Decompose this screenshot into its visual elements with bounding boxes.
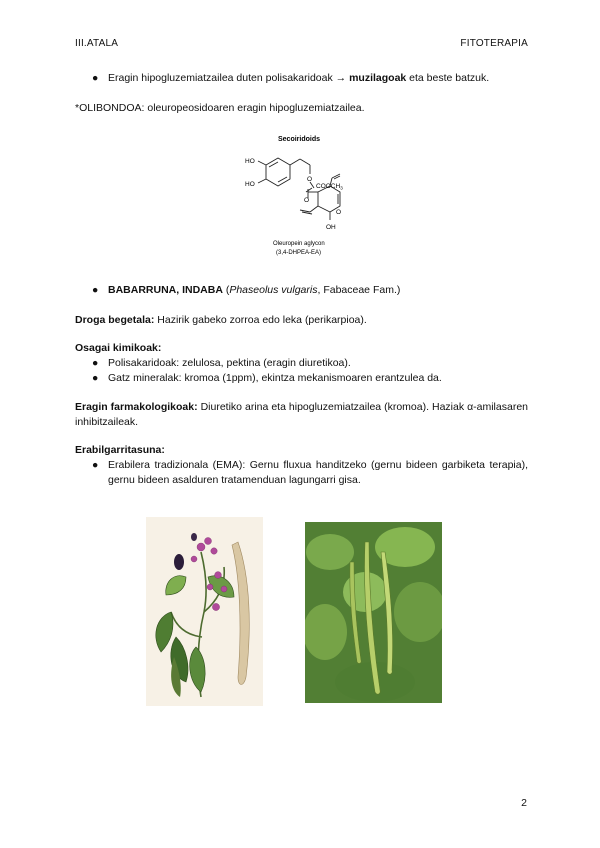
plant-name: BABARRUNA, INDABA	[108, 284, 223, 296]
erabil-heading	[75, 443, 528, 457]
bean-plant-photo	[305, 522, 442, 703]
bullet-icon: ●	[92, 72, 99, 84]
droga-label: Droga begetala:	[75, 314, 155, 326]
osagai-heading-text: Osagai kimikoak:	[75, 342, 162, 354]
oxygen-label: O	[336, 209, 342, 216]
list-item	[92, 283, 528, 298]
plant-paren-open: (	[222, 284, 230, 296]
structure-title: Secoiridoids	[278, 136, 321, 143]
droga-text: Hazirik gabeko zorroa edo leka (perikarpioa).	[154, 314, 367, 326]
structure-caption-sub: (3,4-DHPEA-EA)	[276, 250, 322, 256]
bullet-icon: ●	[92, 372, 99, 384]
list-item	[92, 71, 528, 86]
droga-begetala	[75, 313, 528, 327]
list-item	[92, 371, 528, 386]
bullet-text-end: eta beste batzuk.	[406, 72, 490, 84]
list-item	[92, 356, 528, 371]
erabil-heading-text: Erabilgarritasuna:	[75, 444, 165, 456]
oxygen-label: O	[304, 197, 310, 204]
eragin-farmakologikoak	[75, 400, 528, 430]
structure-caption: Oleuropein aglycon	[273, 241, 325, 247]
bullet-icon: ●	[92, 284, 99, 296]
page-number: 2	[521, 797, 527, 809]
osagai-item: Polisakaridoak: zelulosa, pektina (eragin diuretikoa).	[108, 357, 351, 369]
olibondoa-note: *OLIBONDOA: oleuropeosidoaren eragin hipogluzemiatzailea.	[75, 102, 365, 114]
oxygen-label: O	[307, 176, 313, 183]
bean-botanical-illustration	[146, 517, 263, 706]
ester-label	[316, 183, 343, 191]
list-item	[92, 458, 528, 488]
bullet-icon: ●	[92, 357, 99, 369]
osagai-heading	[75, 341, 528, 355]
secoiridoid-structure-figure	[240, 128, 370, 264]
plant-latin-name: Phaseolus vulgaris	[229, 284, 318, 296]
ester-label-subscript: 3	[340, 185, 343, 191]
bullet-bold-term: muzilagoak	[349, 72, 407, 84]
bullet-text: Eragin hipogluzemiatzailea duten polisakaridoak →	[108, 72, 350, 84]
eragin-text: Diuretiko arina eta hipogluzemiatzailea (kromoa). Haziak α-amilasaren inhibitzaileak.	[75, 401, 528, 428]
erabil-item: Erabilera tradizionala (EMA): Gernu fluxua handitzeko (gernu bideen garbiketa terapia), gernu bideen asalduren tratamenduan lagungarri gisa.	[108, 459, 528, 486]
eragin-label: Eragin farmakologikoak:	[75, 401, 198, 413]
header-section-label: III.ATALA	[75, 38, 119, 49]
osagai-item: Gatz mineralak: kromoa (1ppm), ekintza mekanismoaren erantzulea da.	[108, 372, 442, 384]
header-chapter-title: FITOTERAPIA	[460, 38, 528, 49]
hydroxyl-label: HO	[245, 158, 255, 165]
hydroxyl-label: OH	[326, 224, 336, 231]
hydroxyl-label: HO	[245, 181, 255, 188]
plant-family: , Fabaceae Fam.)	[317, 284, 401, 296]
ester-label-main: COOCH	[316, 183, 341, 190]
bullet-icon: ●	[92, 459, 99, 471]
